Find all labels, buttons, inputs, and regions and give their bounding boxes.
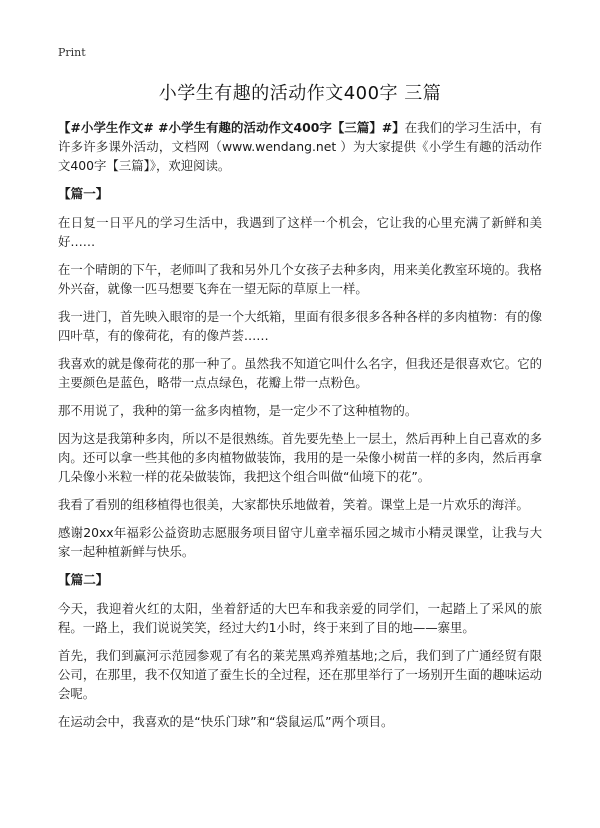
paragraph: 在一个晴朗的下午，老师叫了我和另外几个女孩子去种多肉，用来美化教室环境的。我格外兴奋，就像一匹马想要飞奔在一望无际的草原上一样。	[58, 262, 542, 296]
article-body	[58, 118, 542, 740]
paragraph: 在日复一日平凡的学习生活中，我遇到了这样一个机会，它让我的心里充满了新鲜和美好……	[58, 215, 542, 249]
section-heading-1: 【篇一】	[58, 186, 109, 201]
intro-paragraph	[58, 118, 542, 175]
paragraph: 因为这是我第种多肉，所以不是很熟练。首先要先垫上一层土，然后再种上自己喜欢的多肉。还可以拿一些其他的多肉植物做装饰，我用的是一朵像小树苗一样的多肉，然后再拿几朵像小米粒一样的花朵做装饰，我把这个组合叫做“仙境下的花”。	[58, 431, 542, 484]
paragraph: 我看了看别的组移植得也很美，大家都快乐地做着，笑着。课堂上是一片欢乐的海洋。	[58, 497, 529, 512]
paragraph: 我一进门，首先映入眼帘的是一个大纸箱，里面有很多很多各种各样的多肉植物：有的像四叶草，有的像荷花，有的像芦荟……	[58, 309, 542, 343]
print-link[interactable]: Print	[58, 46, 86, 59]
paragraph: 在运动会中，我喜欢的是“快乐门球”和“袋鼠运瓜”两个项目。	[58, 714, 394, 729]
section-heading-2: 【篇二】	[58, 572, 109, 587]
paragraph: 首先，我们到赢河示范园参观了有名的莱芜黑鸡养殖基地;之后，我们到了广通经贸有限公司，在那里，我不仅知道了蚕生长的全过程，还在那里举行了一场别开生面的趣味运动会呢。	[58, 648, 542, 701]
paragraph: 感谢20xx年福彩公益资助志愿服务项目留守儿童幸福乐园之城市小精灵课堂，让我与大家一起种植新鲜与快乐。	[58, 525, 542, 559]
paragraph: 我喜欢的就是像荷花的那一种了。虽然我不知道它叫什么名字，但我还是很喜欢它。它的主要颜色是蓝色，略带一点点绿色，花瓣上带一点粉色。	[58, 356, 542, 390]
intro-lead: 【#小学生作文# #小学生有趣的活动作文400字【三篇】#】	[58, 120, 405, 135]
page-title: 小学生有趣的活动作文400字 三篇	[158, 83, 442, 104]
intro-body: 在我们的学习生活中，有许多许多课外活动，文档网（www.wendang.net ）为大家提供《小学生有趣的活动作文400字【三篇】》，欢迎阅读。	[58, 120, 542, 173]
paragraph: 今天，我迎着火红的太阳，坐着舒适的大巴车和我亲爱的同学们，一起踏上了采风的旅程。一路上，我们说说笑笑，经过大约1小时，终于来到了目的地——寨里。	[58, 601, 542, 635]
paragraph: 那不用说了，我种的第一盆多肉植物，是一定少不了这种植物的。	[58, 403, 418, 418]
